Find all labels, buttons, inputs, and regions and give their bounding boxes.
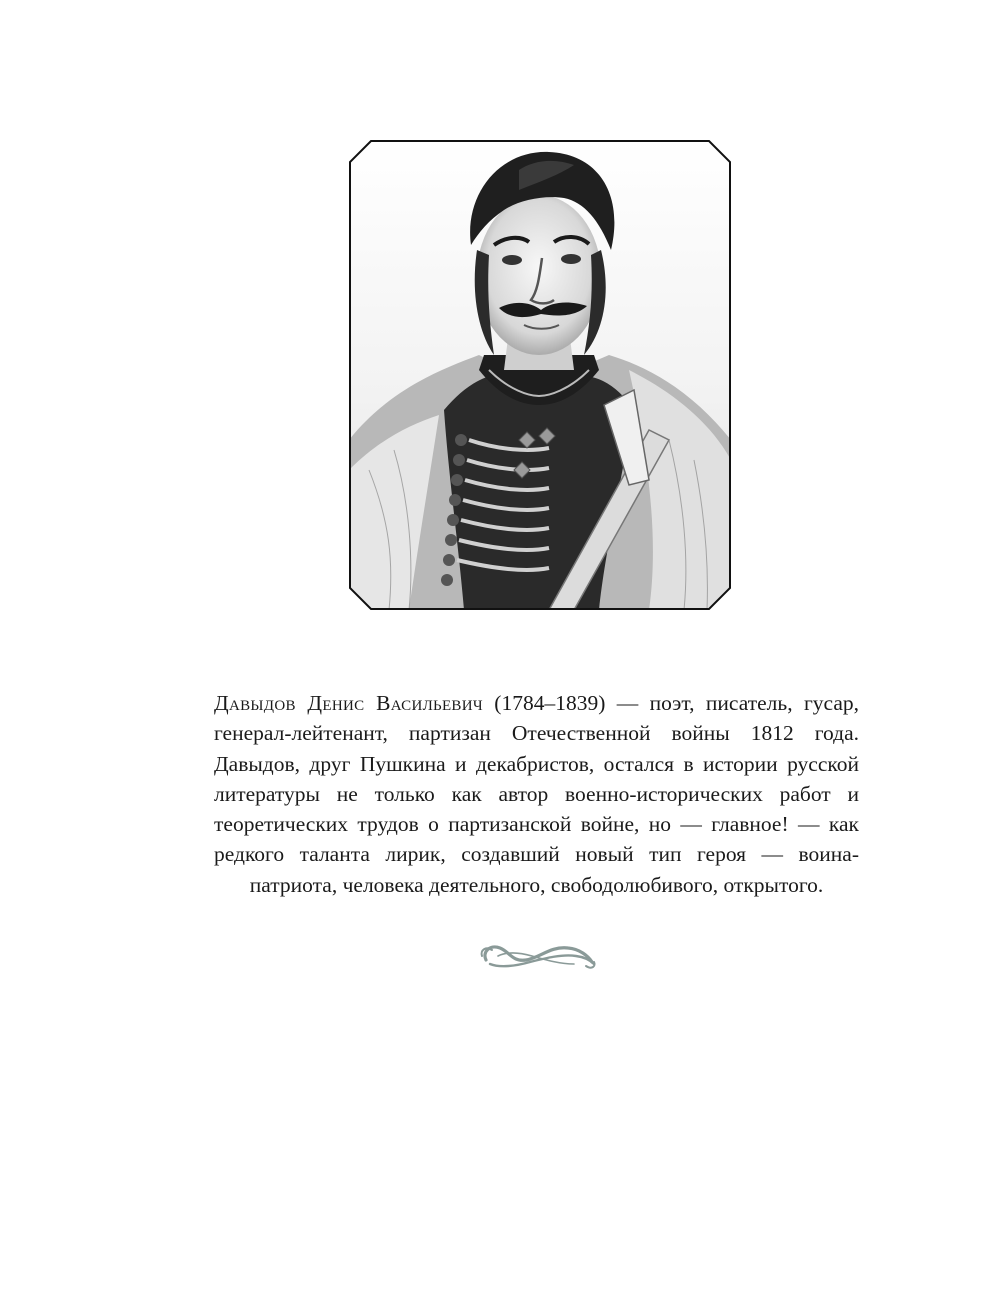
- bio-name: Давыдов Денис Васильевич: [214, 691, 483, 715]
- flourish-ornament: [476, 934, 600, 978]
- portrait-image: [349, 140, 731, 610]
- bio-caption: [214, 688, 859, 900]
- flourish-ornament-icon: [476, 934, 600, 978]
- bio-text: (1784–1839) — поэт, писатель, гусар, генерал-лейтенант, партизан Отечественной войны 1812 года. Давыдов, друг Пушкина и декабристов, остался в истории русской литературы не только как автор военно-исторических работ и теоретических трудов о партизанской войне, но — главное! — как редкого таланта лирик, создавший новый тип героя — воина-патриота, человека деятельного, свободолюбивого, открытого.: [214, 691, 859, 897]
- portrait-engraving-icon: [349, 140, 731, 610]
